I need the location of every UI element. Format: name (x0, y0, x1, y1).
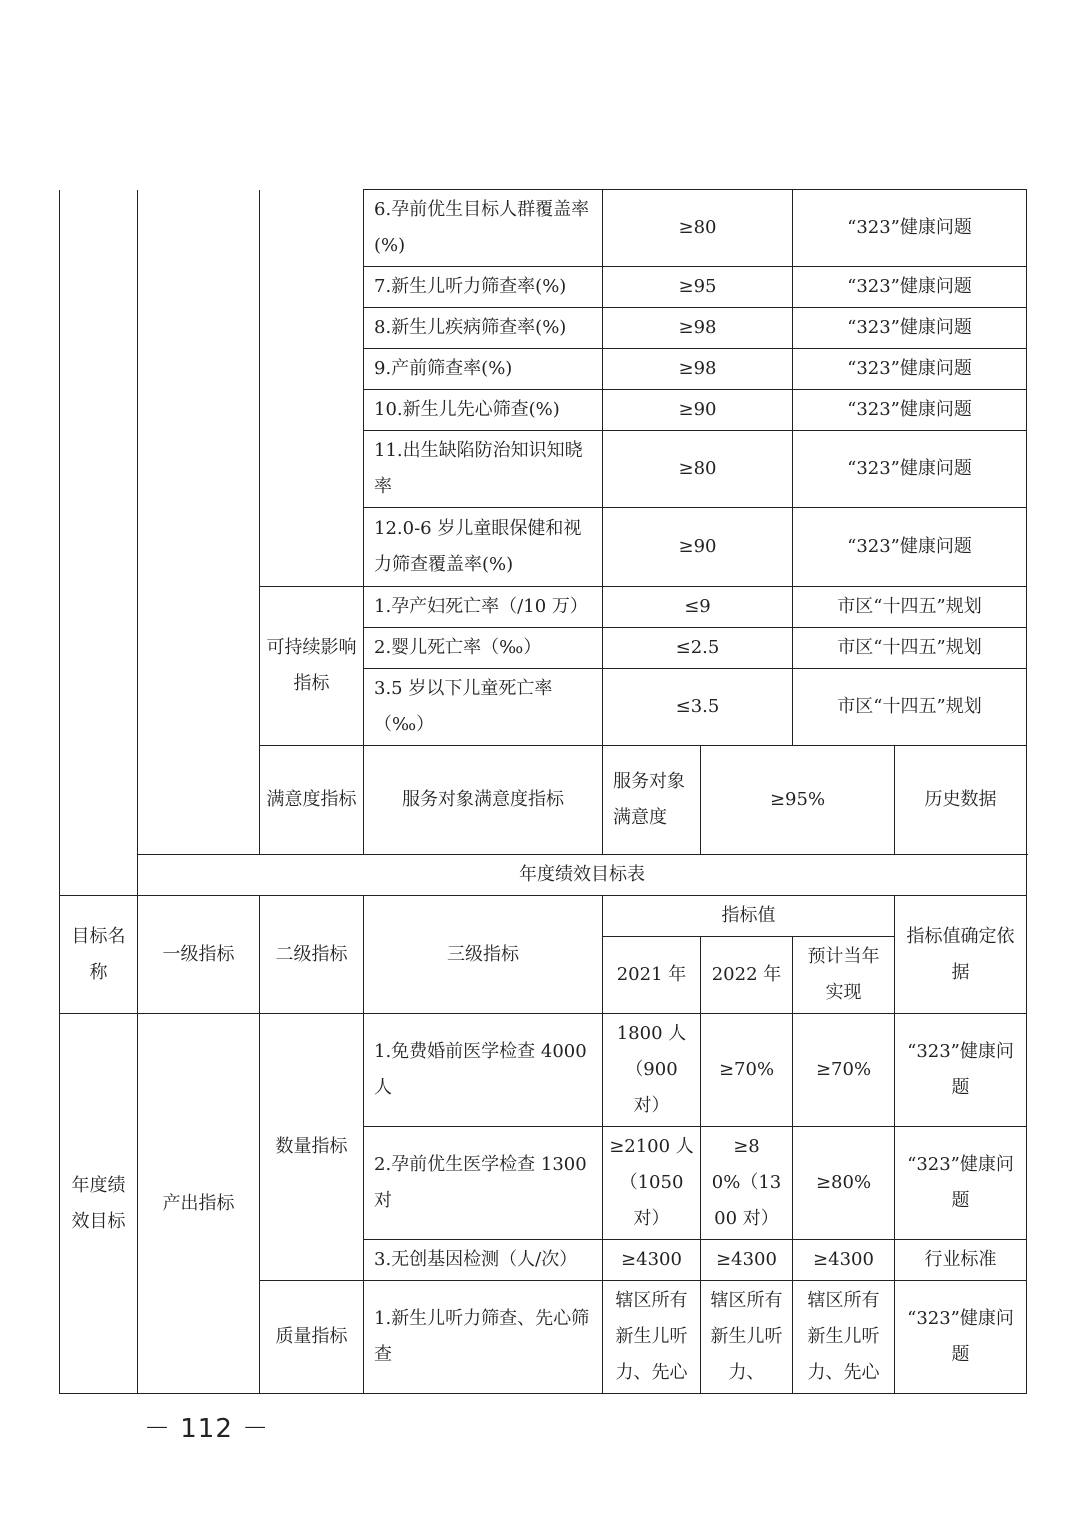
indicator-cell: 1.孕产妇死亡率（/10 万） (364, 587, 603, 628)
header-indicator-value: 指标值 (603, 896, 895, 937)
value-cell: ≥90 (603, 508, 793, 587)
value-expected-cell: ≥70% (793, 1014, 895, 1127)
value-cell: ≤2.5 (603, 628, 793, 669)
basis-cell: 历史数据 (895, 746, 1027, 855)
value-2021-cell: ≥2100 人（1050 对） (603, 1127, 701, 1240)
table-row (60, 190, 1027, 267)
goal-name-cell: 年度绩效目标 (60, 1014, 138, 1394)
indicator-cell: 3.无创基因检测（人/次） (364, 1240, 603, 1281)
basis-cell: “323”健康问题 (895, 1014, 1027, 1127)
header-level2: 二级指标 (260, 896, 364, 1014)
quantity-indicator-label: 数量指标 (260, 1014, 364, 1281)
indicator-cell: 2.孕前优生医学检查 1300 对 (364, 1127, 603, 1240)
header-goal-name: 目标名称 (60, 896, 138, 1014)
indicator-cell: 7.新生儿听力筛查率(%) (364, 267, 603, 308)
level2-cell (260, 190, 364, 587)
indicator-cell: 12.0-6 岁儿童眼保健和视力筛查覆盖率(%) (364, 508, 603, 587)
value-cell: ≤9 (603, 587, 793, 628)
header-expected: 预计当年实现 (793, 937, 895, 1014)
value-2022-cell: ≥80%（1300 对） (701, 1127, 793, 1240)
goal-name-cell (60, 190, 138, 896)
basis-cell: “323”健康问题 (793, 190, 1027, 267)
indicator-cell: 3.5 岁以下儿童死亡率（‰） (364, 669, 603, 746)
value-2021-cell: 1800 人（900 对） (603, 1014, 701, 1127)
header-level3: 三级指标 (364, 896, 603, 1014)
basis-cell: “323”健康问题 (793, 349, 1027, 390)
basis-cell: 行业标准 (895, 1240, 1027, 1281)
basis-cell: 市区“十四五”规划 (793, 587, 1027, 628)
value-cell: ≥80 (603, 431, 793, 508)
header-level1: 一级指标 (138, 896, 260, 1014)
indicator-cell: 8.新生儿疾病筛查率(%) (364, 308, 603, 349)
basis-cell: “323”健康问题 (793, 431, 1027, 508)
value-cell: ≤3.5 (603, 669, 793, 746)
section-title: 年度绩效目标表 (138, 855, 1027, 896)
indicator-cell: 6.孕前优生目标人群覆盖率(%) (364, 190, 603, 267)
performance-table (59, 189, 1027, 1394)
indicator-cell: 1.免费婚前医学检查 4000 人 (364, 1014, 603, 1127)
basis-cell: “323”健康问题 (793, 508, 1027, 587)
level1-cell (138, 190, 260, 855)
value-2021-cell: ≥4300 (603, 1240, 701, 1281)
value-cell: ≥90 (603, 390, 793, 431)
basis-cell: 市区“十四五”规划 (793, 628, 1027, 669)
quality-indicator-label: 质量指标 (260, 1281, 364, 1394)
value-2021-cell: 辖区所有新生儿听力、先心 (603, 1281, 701, 1394)
table-row (60, 855, 1027, 896)
value-2022-cell: ≥4300 (701, 1240, 793, 1281)
value-cell: ≥95 (603, 267, 793, 308)
value-expected-cell: 辖区所有新生儿听力、先心 (793, 1281, 895, 1394)
sustainable-indicator-label: 可持续影响指标 (260, 587, 364, 746)
value-expected-cell: ≥4300 (793, 1240, 895, 1281)
basis-cell: “323”健康问题 (793, 267, 1027, 308)
basis-cell: “323”健康问题 (793, 308, 1027, 349)
header-basis: 指标值确定依据 (895, 896, 1027, 1014)
indicator-cell: 1.新生儿听力筛查、先心筛查 (364, 1281, 603, 1394)
indicator-cell: 11.出生缺陷防治知识知晓率 (364, 431, 603, 508)
page-number: － 112 － (144, 1414, 270, 1444)
value-cell: ≥80 (603, 190, 793, 267)
indicator-cell: 服务对象满意度 (603, 746, 701, 855)
value-cell: ≥98 (603, 349, 793, 390)
value-cell: ≥95% (701, 746, 895, 855)
value-cell: ≥98 (603, 308, 793, 349)
value-expected-cell: ≥80% (793, 1127, 895, 1240)
table-header-row (60, 896, 1027, 937)
table-row (60, 1014, 1027, 1127)
satisfaction-level2-cell: 服务对象满意度指标 (364, 746, 603, 855)
indicator-cell: 2.婴儿死亡率（‰） (364, 628, 603, 669)
level1-cell: 产出指标 (138, 1014, 260, 1394)
basis-cell: 市区“十四五”规划 (793, 669, 1027, 746)
header-2021: 2021 年 (603, 937, 701, 1014)
satisfaction-level1-cell: 满意度指标 (260, 746, 364, 855)
value-2022-cell: ≥70% (701, 1014, 793, 1127)
indicator-cell: 10.新生儿先心筛查(%) (364, 390, 603, 431)
basis-cell: “323”健康问题 (793, 390, 1027, 431)
value-2022-cell: 辖区所有新生儿听力、 (701, 1281, 793, 1394)
basis-cell: “323”健康问题 (895, 1281, 1027, 1394)
indicator-cell: 9.产前筛查率(%) (364, 349, 603, 390)
basis-cell: “323”健康问题 (895, 1127, 1027, 1240)
header-2022: 2022 年 (701, 937, 793, 1014)
